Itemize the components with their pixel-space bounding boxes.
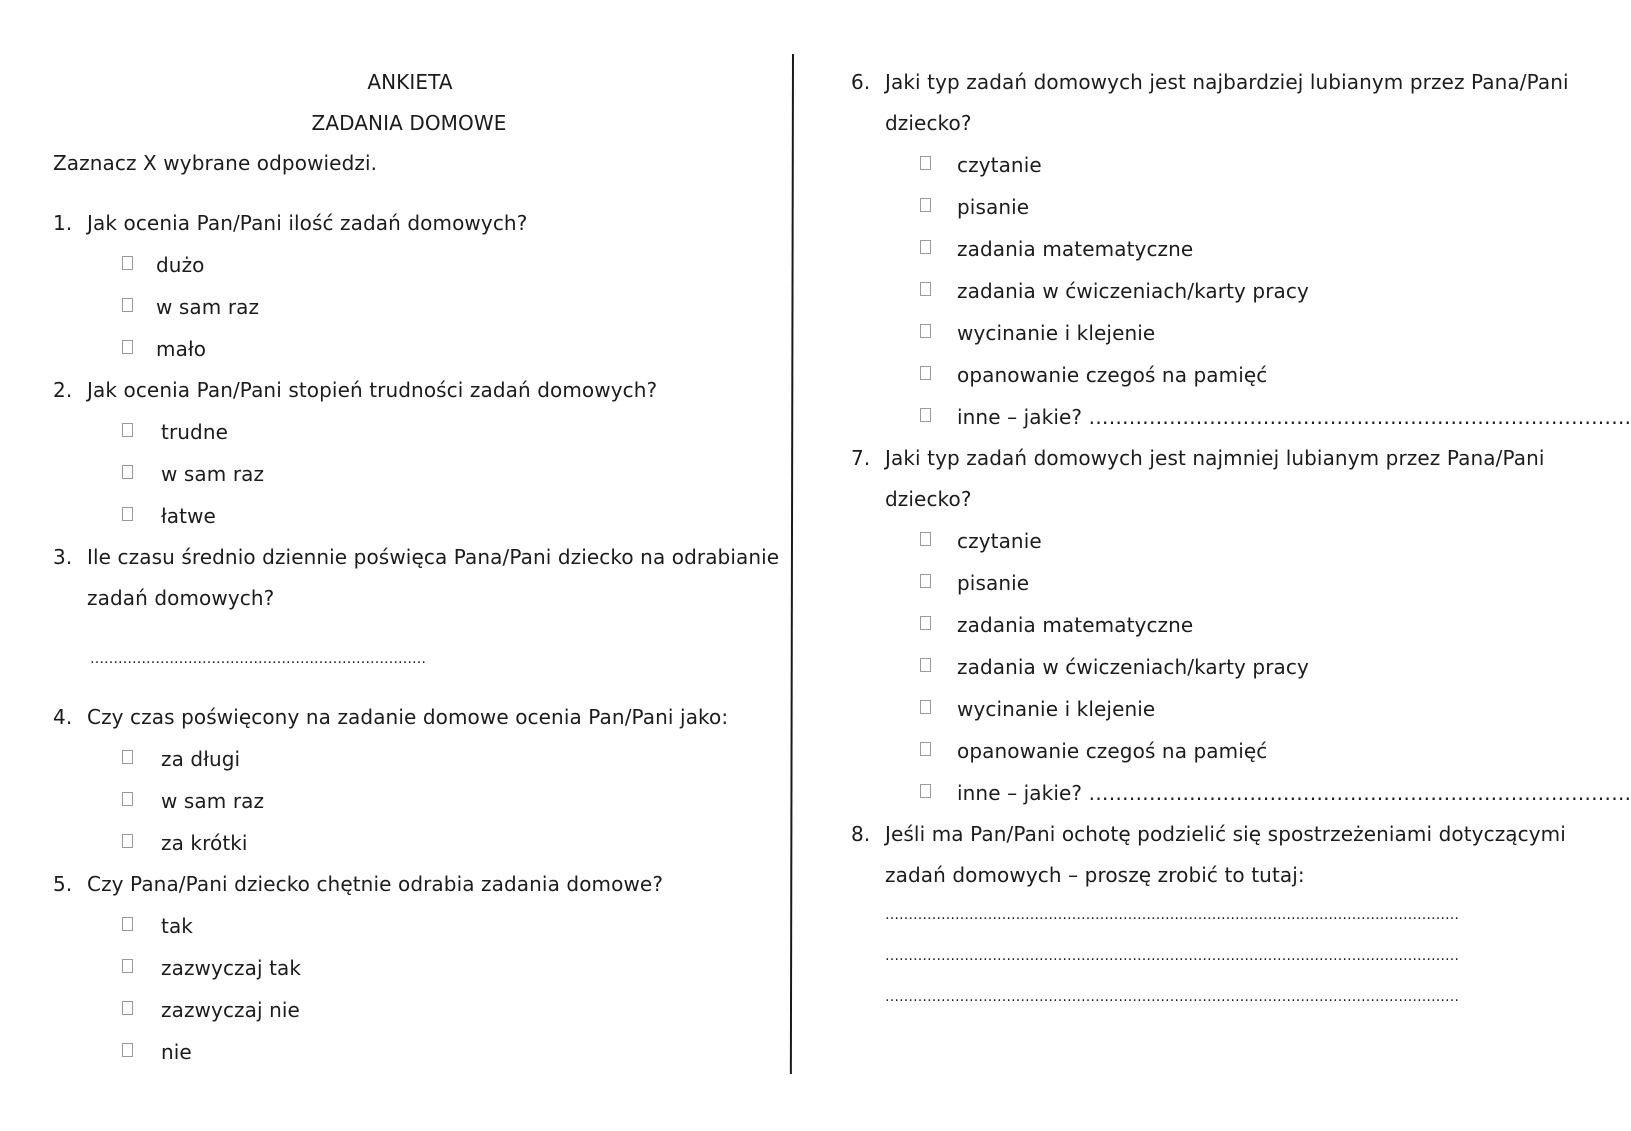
option-label: w sam raz: [161, 462, 265, 486]
question-text: Ile czasu średnio dziennie poświęca Pana/Pani dziecko na odrabianie: [87, 545, 780, 569]
option-label: trudne: [161, 420, 229, 444]
checkbox[interactable]: [920, 156, 931, 170]
option-label-other: inne – jakie? ………………………………………………………………………: [957, 781, 1631, 805]
checkbox[interactable]: [920, 784, 931, 798]
checkbox[interactable]: [920, 240, 931, 254]
checkbox[interactable]: [122, 959, 133, 973]
checkbox[interactable]: [122, 423, 133, 437]
option-label-other: inne – jakie? ………………………………………………………………………: [957, 405, 1631, 429]
question-text: Czy czas poświęcony na zadanie domowe ocenia Pan/Pani jako:: [87, 705, 729, 729]
checkbox[interactable]: [920, 324, 931, 338]
option-label: mało: [156, 337, 207, 361]
question-number: 5.: [53, 872, 73, 896]
question-number: 3.: [53, 545, 73, 569]
checkbox[interactable]: [920, 198, 931, 212]
checkbox[interactable]: [920, 282, 931, 296]
answer-line[interactable]: ………………………………………………………………: [90, 651, 426, 667]
answer-line[interactable]: ……………………………………………………………………………………………………………: [885, 907, 1459, 923]
checkbox[interactable]: [122, 917, 133, 931]
option-label: dużo: [156, 253, 205, 277]
option-label: pisanie: [957, 571, 1030, 595]
option-label: opanowanie czegoś na pamięć: [957, 363, 1268, 387]
option-label: nie: [161, 1040, 192, 1064]
option-label: zadania w ćwiczeniach/karty pracy: [957, 279, 1309, 303]
checkbox[interactable]: [920, 700, 931, 714]
question-text: Jeśli ma Pan/Pani ochotę podzielić się spostrzeżeniami dotyczącymi: [885, 822, 1566, 846]
question-text: Czy Pana/Pani dziecko chętnie odrabia zadania domowe?: [87, 872, 664, 896]
option-label: łatwe: [161, 504, 216, 528]
question-number: 2.: [53, 378, 73, 402]
option-label: zazwyczaj tak: [161, 956, 302, 980]
option-label: czytanie: [957, 153, 1042, 177]
checkbox[interactable]: [122, 465, 133, 479]
option-label: wycinanie i klejenie: [957, 321, 1156, 345]
question-text-continued: zadań domowych?: [87, 586, 275, 610]
answer-line[interactable]: ……………………………………………………………………………………………………………: [885, 948, 1459, 964]
option-label: za krótki: [161, 831, 248, 855]
checkbox[interactable]: [122, 1043, 133, 1057]
checkbox[interactable]: [122, 834, 133, 848]
question-text-continued: zadań domowych – proszę zrobić to tutaj:: [885, 863, 1305, 887]
question-text-continued: dziecko?: [885, 487, 972, 511]
option-label: zadania w ćwiczeniach/karty pracy: [957, 655, 1309, 679]
left-column: [0, 0, 780, 1131]
question-number: 1.: [53, 211, 73, 235]
checkbox[interactable]: [920, 742, 931, 756]
option-label: zadania matematyczne: [957, 237, 1194, 261]
checkbox[interactable]: [122, 507, 133, 521]
checkbox[interactable]: [122, 750, 133, 764]
page-title: ANKIETA: [367, 70, 453, 94]
option-label: w sam raz: [156, 295, 260, 319]
checkbox[interactable]: [122, 1001, 133, 1015]
question-number: 7.: [851, 446, 871, 470]
option-label: zadania matematyczne: [957, 613, 1194, 637]
checkbox[interactable]: [920, 408, 931, 422]
instruction-text: Zaznacz X wybrane odpowiedzi.: [53, 151, 378, 175]
option-label: zazwyczaj nie: [161, 998, 300, 1022]
option-label: opanowanie czegoś na pamięć: [957, 739, 1268, 763]
page-subtitle: ZADANIA DOMOWE: [311, 111, 507, 135]
option-label: czytanie: [957, 529, 1042, 553]
option-label: w sam raz: [161, 789, 265, 813]
question-text: Jak ocenia Pan/Pani ilość zadań domowych?: [87, 211, 528, 235]
checkbox[interactable]: [920, 366, 931, 380]
question-text: Jaki typ zadań domowych jest najbardziej lubianym przez Pana/Pani: [885, 70, 1569, 94]
checkbox[interactable]: [920, 658, 931, 672]
checkbox[interactable]: [122, 256, 133, 270]
right-column: [800, 0, 1631, 1131]
question-text: Jaki typ zadań domowych jest najmniej lubianym przez Pana/Pani: [885, 446, 1545, 470]
checkbox[interactable]: [920, 532, 931, 546]
question-number: 8.: [851, 822, 871, 846]
question-number: 4.: [53, 705, 73, 729]
option-label: za długi: [161, 747, 241, 771]
column-divider: [790, 54, 794, 1074]
question-text: Jak ocenia Pan/Pani stopień trudności zadań domowych?: [87, 378, 658, 402]
checkbox[interactable]: [122, 792, 133, 806]
option-label: wycinanie i klejenie: [957, 697, 1156, 721]
checkbox[interactable]: [920, 574, 931, 588]
option-label: pisanie: [957, 195, 1030, 219]
question-text-continued: dziecko?: [885, 111, 972, 135]
checkbox[interactable]: [122, 298, 133, 312]
option-label: tak: [161, 914, 193, 938]
checkbox[interactable]: [920, 616, 931, 630]
answer-line[interactable]: ……………………………………………………………………………………………………………: [885, 989, 1459, 1005]
question-number: 6.: [851, 70, 871, 94]
checkbox[interactable]: [122, 340, 133, 354]
